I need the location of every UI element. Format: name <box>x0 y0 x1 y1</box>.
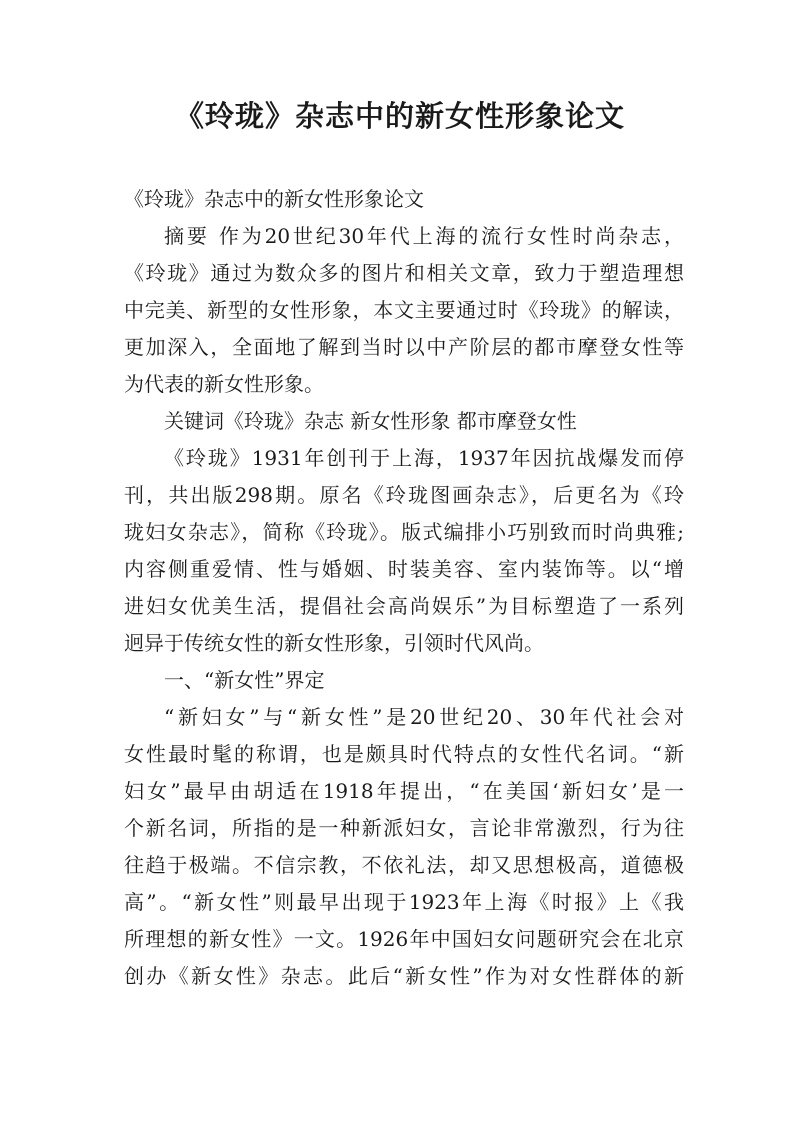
body-line: 一、“新女性”界定 <box>164 668 325 692</box>
document-title: 《玲珑》杂志中的新女性形象论文 <box>174 99 625 133</box>
body-line: 《玲珑》杂志中的新女性形象论文 <box>124 187 424 211</box>
body-line: “新妇女”与“新女性”是20世纪20、30年代社会对 <box>164 705 684 729</box>
body-line: 珑妇女杂志》，简称《玲珑》。版式编排小巧别致而时尚典雅; <box>124 520 684 544</box>
body-line: 妇女”最早由胡适在1918年提出，“在美国‘新妇女’是一 <box>124 779 684 803</box>
body-line: 为代表的新女性形象。 <box>124 372 324 396</box>
body-line: 女性最时髦的称谓，也是颇具时代特点的女性代名词。“新 <box>124 742 684 766</box>
body-line: 内容侧重爱情、性与婚姻、时装美容、室内装饰等。以“增 <box>124 557 684 581</box>
body-line: 关键词《玲珑》杂志 新女性形象 都市摩登女性 <box>164 409 577 433</box>
body-line: 创办《新女性》杂志。此后“新女性”作为对女性群体的新 <box>124 964 684 988</box>
body-line: 《玲珑》1931年创刊于上海，1937年因抗战爆发而停 <box>164 446 684 470</box>
body-line: 进妇女优美生活，提倡社会高尚娱乐”为目标塑造了一系列 <box>124 594 684 618</box>
document-body <box>124 181 684 995</box>
body-line: 摘要 作为20世纪30年代上海的流行女性时尚杂志， <box>164 224 684 248</box>
body-line: 高”。“新女性”则最早出现于1923年上海《时报》上《我 <box>124 890 684 914</box>
body-line: 迥异于传统女性的新女性形象，引领时代风尚。 <box>124 631 544 655</box>
body-line: 中完美、新型的女性形象，本文主要通过时《玲珑》的解读， <box>124 298 684 322</box>
body-line: 《玲珑》通过为数众多的图片和相关文章，致力于塑造理想 <box>124 261 684 285</box>
body-line: 往趋于极端。不信宗教，不依礼法，却又思想极高，道德极 <box>124 853 684 877</box>
body-line: 所理想的新女性》一文。1926年中国妇女问题研究会在北京 <box>124 927 684 951</box>
body-line: 个新名词，所指的是一种新派妇女，言论非常激烈，行为往 <box>124 816 684 840</box>
body-line: 更加深入，全面地了解到当时以中产阶层的都市摩登女性等 <box>124 335 684 359</box>
body-line: 刊，共出版298期。原名《玲珑图画杂志》，后更名为《玲 <box>124 483 684 507</box>
